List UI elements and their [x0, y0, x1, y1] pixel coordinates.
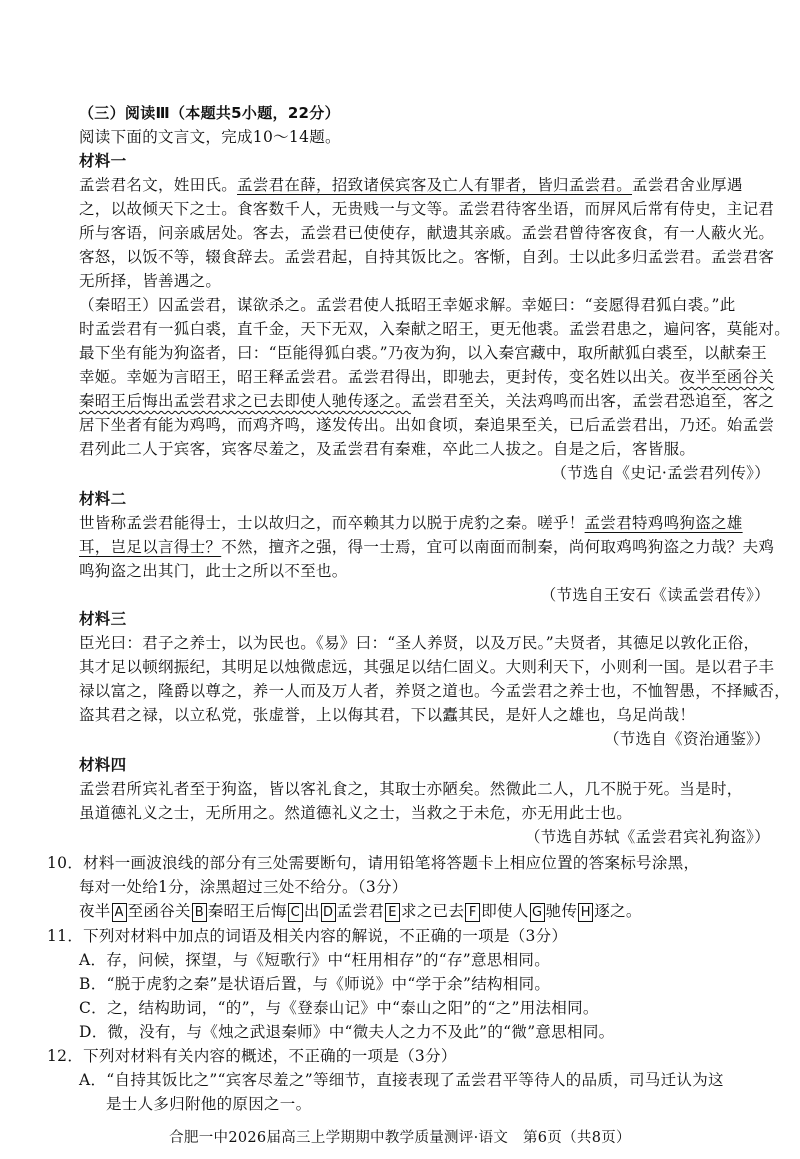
question-11-option-b: B．“脱于虎豹之秦”是状语后置，与《师说》中“学于余”结构相同。	[79, 975, 551, 993]
material-1-line-1	[79, 175, 743, 195]
text-run: 孟尝君名文，姓田氏。	[79, 176, 238, 194]
page-footer: 合肥一中2026届高三上学期期中教学质量测评·语文 第6页（共8页）	[169, 1130, 631, 1146]
material-1-line-10	[79, 391, 774, 411]
text-run: 孟尝君舍业厚遇	[632, 176, 743, 194]
marker-box-d[interactable]: D	[321, 903, 336, 922]
material-1-line-6: （秦昭王）囚孟尝君，谋欲杀之。孟尝君使人抵昭王幸姬求解。幸姬曰：“妾愿得君狐白裘。”此	[79, 296, 736, 314]
material-4-source: （节选自苏轼《孟尝君宾礼狗盗》）	[524, 828, 770, 846]
marker-box-h[interactable]: H	[578, 903, 593, 922]
material-1-source: （节选自《史记·孟尝君列传》）	[551, 464, 770, 482]
material-1-line-5: 无所择，皆善遇之。	[79, 272, 222, 290]
marker-box-a[interactable]: A	[112, 903, 127, 922]
question-12-stem: 12．下列对材料有关内容的概述，不正确的一项是（3分）	[47, 1047, 457, 1065]
material-3-heading: 材料三	[79, 610, 127, 628]
marker-box-b[interactable]: B	[192, 903, 207, 922]
wavy-underlined-text: 夜半至函谷关	[679, 368, 775, 386]
underlined-text: 孟尝君在薛，招致诸侯宾客及亡人有罪者，皆归孟尝君。	[237, 176, 633, 194]
segment-text: 即使人	[481, 902, 529, 920]
question-10-line-1: 10．材料一画波浪线的部分有三处需要断句，请用铅笔将答题卡上相应位置的答案标号涂黑，	[47, 854, 700, 872]
segment-text: 孟尝君	[336, 902, 385, 920]
segment-text: 夜半	[79, 902, 111, 920]
segment-text: 至函谷关	[127, 902, 191, 920]
material-3-line-4: 盗其君之禄，以立私党，张虚誉，上以侮其君，下以蠹其民，是奸人之雄也，乌足尚哉！	[79, 706, 696, 724]
material-2-line-2	[79, 537, 774, 557]
instruction: 阅读下面的文言文，完成10～14题。	[79, 128, 341, 146]
marker-box-g[interactable]: G	[530, 903, 545, 922]
segment-text: 驰传	[545, 902, 578, 920]
marker-box-e[interactable]: E	[385, 903, 400, 922]
question-10-line-2: 每对一处给1分，涂黑超过三处不给分。（3分）	[79, 878, 408, 896]
segment-text: 逐之。	[594, 902, 642, 920]
material-3-line-1: 臣光曰：君子之养士，以为民也。《易》曰：“圣人养贤，以及万民。”夫贤者，其德足以敦化正俗，	[79, 634, 760, 652]
material-1-line-3: 所与客语，问亲戚居处。客去，孟尝君已使使存，献遗其亲戚。孟尝君曾待客夜食，有一人蔽火光。	[79, 224, 775, 242]
material-1-line-4: 客怒，以饭不等，辍食辞去。孟尝君起，自持其饭比之。客惭，自刭。士以此多归孟尝君。孟尝君客	[79, 248, 775, 266]
material-2-heading: 材料二	[79, 490, 127, 508]
question-10-segments	[79, 901, 642, 922]
question-11-stem: 11．下列对材料中加点的词语及相关内容的解说，不正确的一项是（3分）	[47, 927, 568, 945]
segment-text: 秦昭王后悔	[207, 902, 287, 920]
text-run: 不然，擅齐之强，得一士焉，宜可以南面而制秦，尚何取鸡鸣狗盗之力哉？夫鸡	[221, 538, 775, 556]
material-1-line-11: 居下坐者有能为鸡鸣，而鸡齐鸣，遂发传出。出如食顷，秦追果至关，已后孟尝君出，乃还。始孟尝	[79, 416, 775, 434]
material-4-line-2: 虽道德礼义之士，无所用之。然道德礼义之士，当救之于未危，亦无用此士也。	[79, 804, 633, 822]
material-3-line-2: 其才足以顿纲振纪，其明足以烛微虑远，其强足以结仁固义。大则利天下，小则利一国。是以君子丰	[79, 658, 775, 676]
material-4-heading: 材料四	[79, 756, 127, 774]
text-run: 幸姬。幸姬为言昭王，昭王释孟尝君。孟尝君得出，即驰去，更封传，变名姓以出关。	[79, 368, 680, 386]
material-1-line-12: 君列此二人于宾客，宾客尽羞之，及孟尝君有秦难，卒此二人拔之。自是之后，客皆服。	[79, 440, 696, 458]
marker-box-f[interactable]: F	[465, 903, 480, 922]
underlined-text: 耳，岂足以言得士？	[79, 538, 222, 556]
material-2-source: （节选自王安石《读孟尝君传》）	[540, 586, 770, 604]
question-11-option-d: D．微，没有，与《烛之武退秦师》中“微夫人之力不及此”的“微”意思相同。	[79, 1023, 615, 1041]
question-12-option-a-line-1: A．“自持其饭比之”“宾客尽羞之”等细节，直接表现了孟尝君平等待人的品质，司马迁认为这	[79, 1071, 724, 1089]
text-run: 孟尝君至关，关法鸡鸣而出客，孟尝君恐追至，客之	[410, 392, 775, 410]
material-2-line-1	[79, 513, 743, 533]
material-1-heading: 材料一	[79, 152, 127, 170]
section-title: （三）阅读Ⅲ（本题共5小题，22分）	[79, 104, 340, 122]
text-run: 世皆称孟尝君能得士，士以故归之，而卒赖其力以脱于虎豹之秦。嗟乎！	[79, 514, 585, 532]
material-3-line-3: 禄以富之，隆爵以尊之，养一人而及万人者，养贤之道也。今孟尝君之养士也，不恤智愚，不择臧否，	[79, 682, 791, 700]
material-2-line-3: 鸣狗盗之出其门，此士之所以不至也。	[79, 562, 348, 580]
underlined-text: 孟尝君特鸡鸣狗盗之雄	[584, 514, 743, 532]
question-11-option-a: A．存，问候，探望，与《短歌行》中“枉用相存”的“存”意思相同。	[79, 951, 550, 969]
wavy-underlined-text: 秦昭王后悔出孟尝君求之已去即使人驰传逐之。	[79, 392, 411, 410]
material-1-line-8: 最下坐有能为狗盗者，曰：“臣能得狐白裘。”乃夜为狗，以入秦宫藏中，取所献狐白裘至，以献秦王	[79, 344, 768, 362]
material-1-line-2: 之，以故倾天下之士。食客数千人，无贵贱一与文等。孟尝君待客坐语，而屏风后常有侍史，主记君	[79, 200, 775, 218]
segment-text: 出	[303, 902, 320, 920]
material-3-source: （节选自《资治通鉴》）	[603, 730, 770, 748]
question-11-option-c: C．之，结构助词，“的”，与《登泰山记》中“泰山之阳”的“之”用法相同。	[79, 999, 599, 1017]
segment-text: 求之已去	[401, 902, 465, 920]
material-4-line-1: 孟尝君所宾礼者至于狗盗，皆以客礼食之，其取士亦陋矣。然微此二人，几不脱于死。当是时，	[79, 780, 743, 798]
material-1-line-7: 时孟尝君有一狐白裘，直千金，天下无双，入秦献之昭王，更无他裘。孟尝君患之，遍问客，莫能对。	[79, 320, 791, 338]
question-12-option-a-line-2: 是士人多归附他的原因之一。	[106, 1095, 312, 1113]
material-1-line-9	[79, 367, 774, 387]
marker-box-c[interactable]: C	[288, 903, 303, 922]
